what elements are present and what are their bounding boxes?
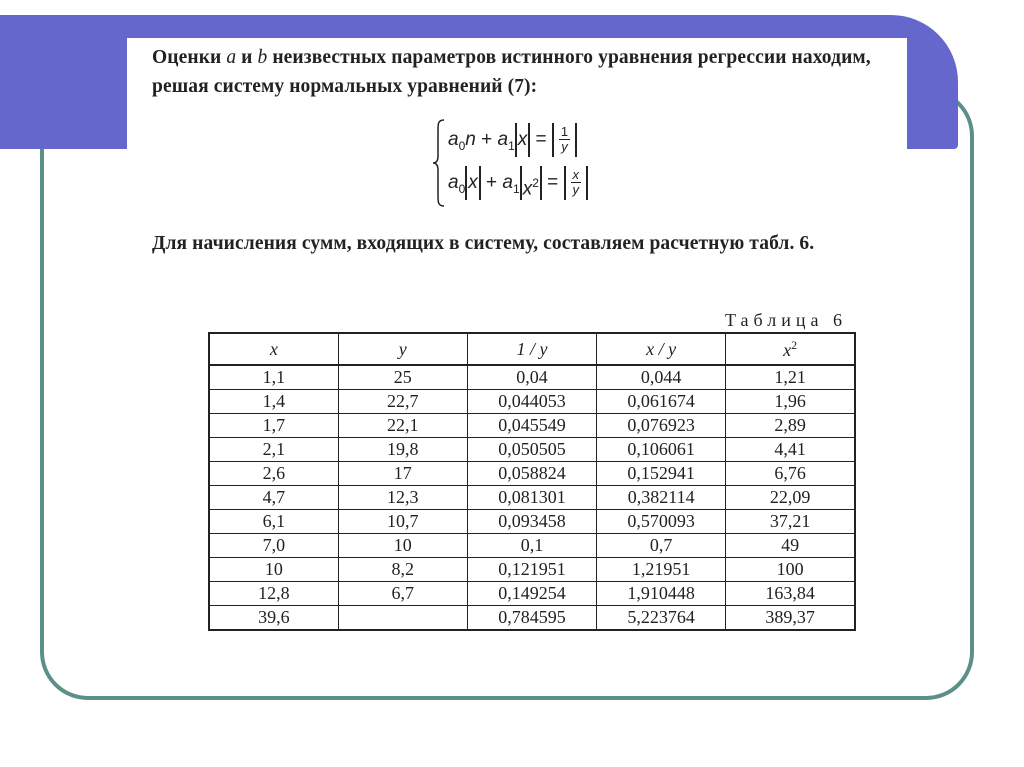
intro-text-and: и: [236, 47, 258, 68]
table-cell: 10: [209, 558, 338, 582]
table-caption: Таблица 6: [725, 310, 847, 330]
table-cell: 6,76: [726, 462, 855, 486]
table-cell: 49: [726, 534, 855, 558]
table-cell: 0,1: [467, 534, 596, 558]
header-y: y: [338, 333, 467, 365]
header-x-over-y: x / y: [597, 333, 726, 365]
table-cell: 4,7: [209, 486, 338, 510]
table-cell: 0,570093: [597, 510, 726, 534]
variable-a: a: [226, 47, 237, 68]
table-cell: 163,84: [726, 582, 855, 606]
table-cell: 0,093458: [467, 510, 596, 534]
table-cell: 0,149254: [467, 582, 596, 606]
sum-bracket: [552, 123, 577, 157]
table-cell: 1,4: [209, 390, 338, 414]
table-cell: 0,058824: [467, 462, 596, 486]
calculation-table: [208, 332, 856, 631]
table-cell: 0,152941: [597, 462, 726, 486]
table-cell: 37,21: [726, 510, 855, 534]
table-cell: 12,3: [338, 486, 467, 510]
table-cell: 0,7: [597, 534, 726, 558]
header-inv-y: 1 / y: [467, 333, 596, 365]
table-body: [209, 365, 855, 630]
table-cell: 8,2: [338, 558, 467, 582]
table-cell: 0,050505: [467, 438, 596, 462]
table-cell: 0,382114: [597, 486, 726, 510]
table-cell: 389,37: [726, 606, 855, 631]
table-cell: 5,223764: [597, 606, 726, 631]
table-header-row: [209, 333, 855, 365]
intro-text-end: неизвестных параметров истинного уравнения регрессии находим, решая систему нормальных уравнений (7):: [152, 47, 871, 97]
table-cell: 1,910448: [597, 582, 726, 606]
table-cell: 2,89: [726, 414, 855, 438]
table-row: [209, 606, 855, 631]
table-cell: 1,7: [209, 414, 338, 438]
fraction: $\frac{1}{y}$: [560, 124, 569, 155]
sum-bracket: [564, 166, 589, 200]
table-cell: 1,21: [726, 365, 855, 390]
intro-text-start: Оценки: [152, 47, 227, 68]
table-row: [209, 414, 855, 438]
table-cell: 0,044053: [467, 390, 596, 414]
table-intro-paragraph: Для начисления сумм, входящих в систему, составляем расчетную табл. 6.: [152, 233, 815, 254]
table-cell: 0,045549: [467, 414, 596, 438]
table-cell: 6,7: [338, 582, 467, 606]
table-row: [209, 365, 855, 390]
header-x-squared: $x^2$: [726, 333, 855, 365]
table-cell: 10: [338, 534, 467, 558]
slide-content: [127, 38, 907, 628]
table-row: [209, 486, 855, 510]
table-cell: 0,061674: [597, 390, 726, 414]
equation-2: $a_0$ $x + a_1$ $x^2$ = $\frac{x}{y}$: [448, 163, 588, 203]
intro-paragraph: [152, 43, 912, 101]
table-cell: 1,1: [209, 365, 338, 390]
table-cell: 22,1: [338, 414, 467, 438]
sum-bracket: $x^2$: [520, 166, 542, 200]
table-cell: [338, 606, 467, 631]
table-cell: 2,6: [209, 462, 338, 486]
table-cell: 0,106061: [597, 438, 726, 462]
table-cell: 6,1: [209, 510, 338, 534]
table-cell: 12,8: [209, 582, 338, 606]
table-cell: 0,121951: [467, 558, 596, 582]
table-cell: 1,21951: [597, 558, 726, 582]
table-cell: 0,044: [597, 365, 726, 390]
table-cell: 7,0: [209, 534, 338, 558]
sum-bracket: x: [465, 166, 481, 200]
table-row: [209, 390, 855, 414]
table-cell: 22,7: [338, 390, 467, 414]
brace-icon: [432, 118, 446, 208]
table-row: [209, 438, 855, 462]
header-x: x: [209, 333, 338, 365]
variable-b: b: [257, 47, 268, 68]
table-cell: 4,41: [726, 438, 855, 462]
table-cell: 100: [726, 558, 855, 582]
table-cell: 25: [338, 365, 467, 390]
sum-bracket: x: [515, 123, 531, 157]
table-row: [209, 510, 855, 534]
fraction: $\frac{x}{y}$: [572, 167, 580, 198]
equation-1: $a_0n + a_1$ x = $\frac{1}{y}$: [448, 120, 577, 160]
table-cell: 17: [338, 462, 467, 486]
table-cell: 1,96: [726, 390, 855, 414]
table-row: [209, 582, 855, 606]
table-cell: 10,7: [338, 510, 467, 534]
table-row: [209, 558, 855, 582]
table-cell: 0,081301: [467, 486, 596, 510]
table-cell: 22,09: [726, 486, 855, 510]
table-row: [209, 462, 855, 486]
equation-system: [432, 118, 632, 210]
table-cell: 2,1: [209, 438, 338, 462]
table-row: [209, 534, 855, 558]
table-cell: 0,784595: [467, 606, 596, 631]
table-cell: 39,6: [209, 606, 338, 631]
table-cell: 19,8: [338, 438, 467, 462]
table-cell: 0,076923: [597, 414, 726, 438]
table-cell: 0,04: [467, 365, 596, 390]
